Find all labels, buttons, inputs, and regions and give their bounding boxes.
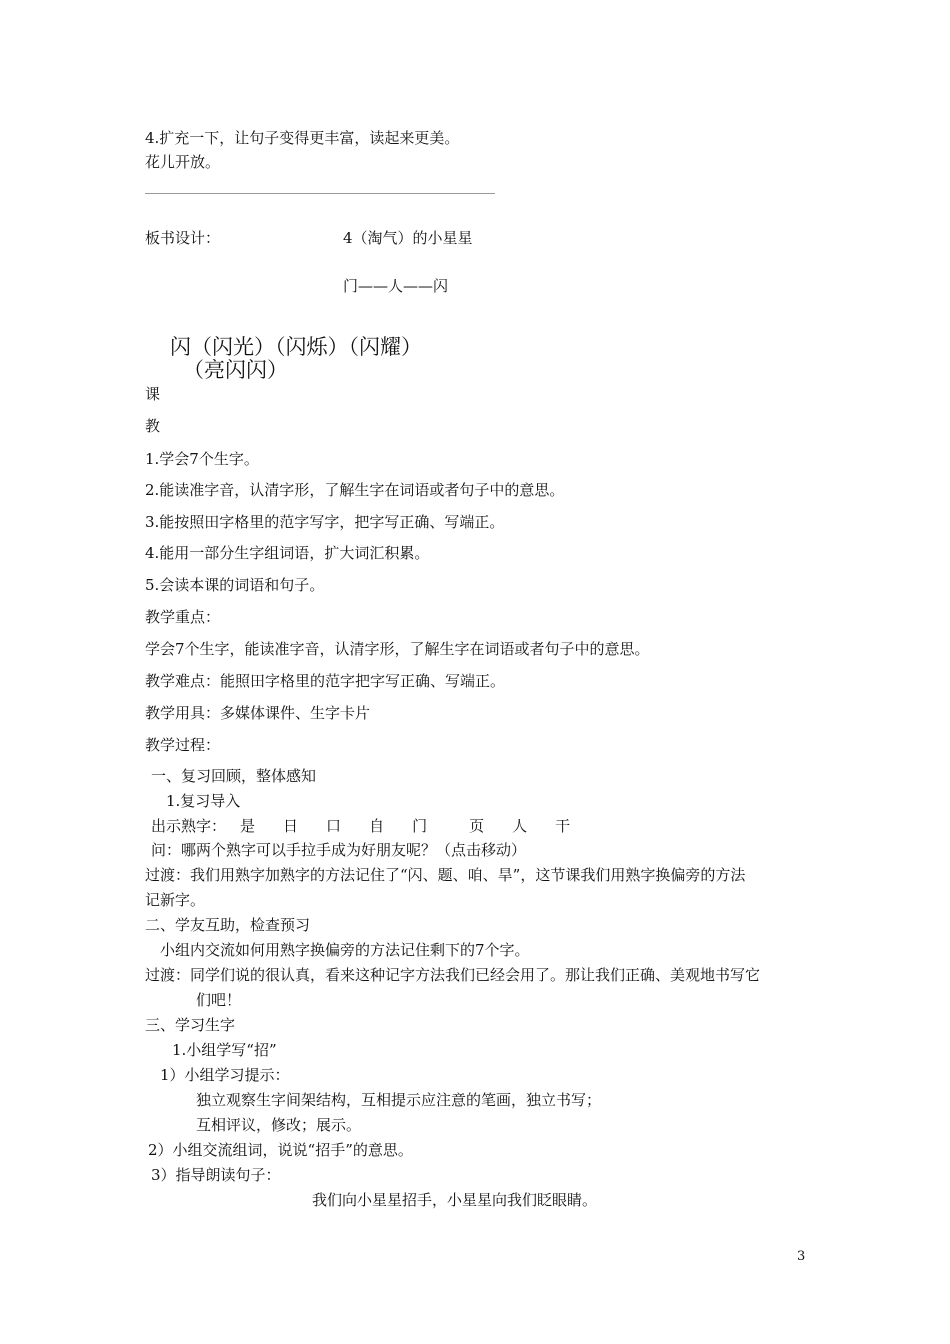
side-char: 教 [145, 417, 161, 435]
shown-label: 出示熟字： [151, 817, 227, 835]
shown-char: 干 [555, 817, 571, 835]
section-heading: 三、学习生字 [145, 1016, 236, 1034]
transition-text: 过渡：我们用熟字加熟字的方法记住了“闪、题、咱、旱”，这节课我们用熟字换偏旁的方法 [145, 866, 746, 884]
exercise-sentence: 花儿开放。 [145, 153, 221, 171]
tip-text: 独立观察生字间架结构，互相提示应注意的笔画，独立书写； [196, 1091, 602, 1109]
subsection-heading: 1.复习导入 [166, 792, 241, 810]
shown-char: 口 [326, 817, 342, 835]
section-text: 小组内交流如何用熟字换偏旁的方法记住剩下的7个字。 [160, 941, 530, 959]
goal-item: 1.学会7个生字。 [145, 450, 259, 468]
board-words-line2: （亮闪闪） [183, 358, 288, 382]
question-text: 问：哪两个熟字可以手拉手成为好朋友呢？（点击移动） [151, 841, 527, 859]
tip-text: 互相评议，修改；展示。 [196, 1116, 362, 1134]
transition-text-cont: 记新字。 [145, 891, 206, 909]
answer-line [145, 193, 495, 194]
goal-item: 4.能用一部分生字组词语，扩大词汇积累。 [145, 544, 430, 562]
transition-text-cont: 们吧！ [196, 991, 242, 1009]
process-label: 教学过程： [145, 736, 221, 754]
key-text: 学会7个生字，能读准字音，认清字形，了解生字在词语或者句子中的意思。 [145, 640, 650, 658]
page-number: 3 [797, 1249, 806, 1264]
key-label: 教学重点： [145, 608, 221, 626]
tools-text: 教学用具：多媒体课件、生字卡片 [145, 704, 371, 722]
goal-item: 2.能读准字音，认清字形，了解生字在词语或者句子中的意思。 [145, 481, 565, 499]
read-sentence: 我们向小星星招手，小星星向我们眨眼睛。 [312, 1191, 598, 1209]
side-char: 课 [145, 385, 161, 403]
board-label: 板书设计： [145, 229, 221, 247]
board-words-line1: 闪（闪光）（闪烁）（闪耀） [170, 335, 422, 359]
step-text: 2）小组交流组词，说说“招手”的意思。 [148, 1141, 413, 1159]
shown-char: 人 [512, 817, 528, 835]
shown-char: 是 [240, 817, 256, 835]
shown-char: 日 [283, 817, 299, 835]
shown-char: 自 [369, 817, 385, 835]
shown-chars-row [151, 816, 570, 836]
difficulty-text: 教学难点：能照田字格里的范字把字写正确、写端正。 [145, 672, 506, 690]
section-heading: 二、学友互助，检查预习 [145, 916, 311, 934]
shown-char: 页 [469, 817, 485, 835]
goal-item: 3.能按照田字格里的范字写字，把字写正确、写端正。 [145, 513, 505, 531]
subsection-heading: 1.小组学写“招” [172, 1041, 277, 1059]
board-title: 4（淘气）的小星星 [343, 229, 473, 247]
board-formula: 门——人——闪 [343, 277, 449, 295]
tip-label: 1）小组学习提示： [160, 1066, 290, 1084]
step-text: 3）指导朗读句子： [151, 1166, 281, 1184]
exercise-question: 4.扩充一下，让句子变得更丰富，读起来更美。 [145, 129, 460, 147]
goal-item: 5.会读本课的词语和句子。 [145, 576, 325, 594]
transition-text: 过渡：同学们说的很认真，看来这种记字方法我们已经会用了。那让我们正确、美观地书写它 [145, 966, 761, 984]
section-heading: 一、复习回顾，整体感知 [151, 767, 317, 785]
shown-char: 门 [412, 817, 428, 835]
